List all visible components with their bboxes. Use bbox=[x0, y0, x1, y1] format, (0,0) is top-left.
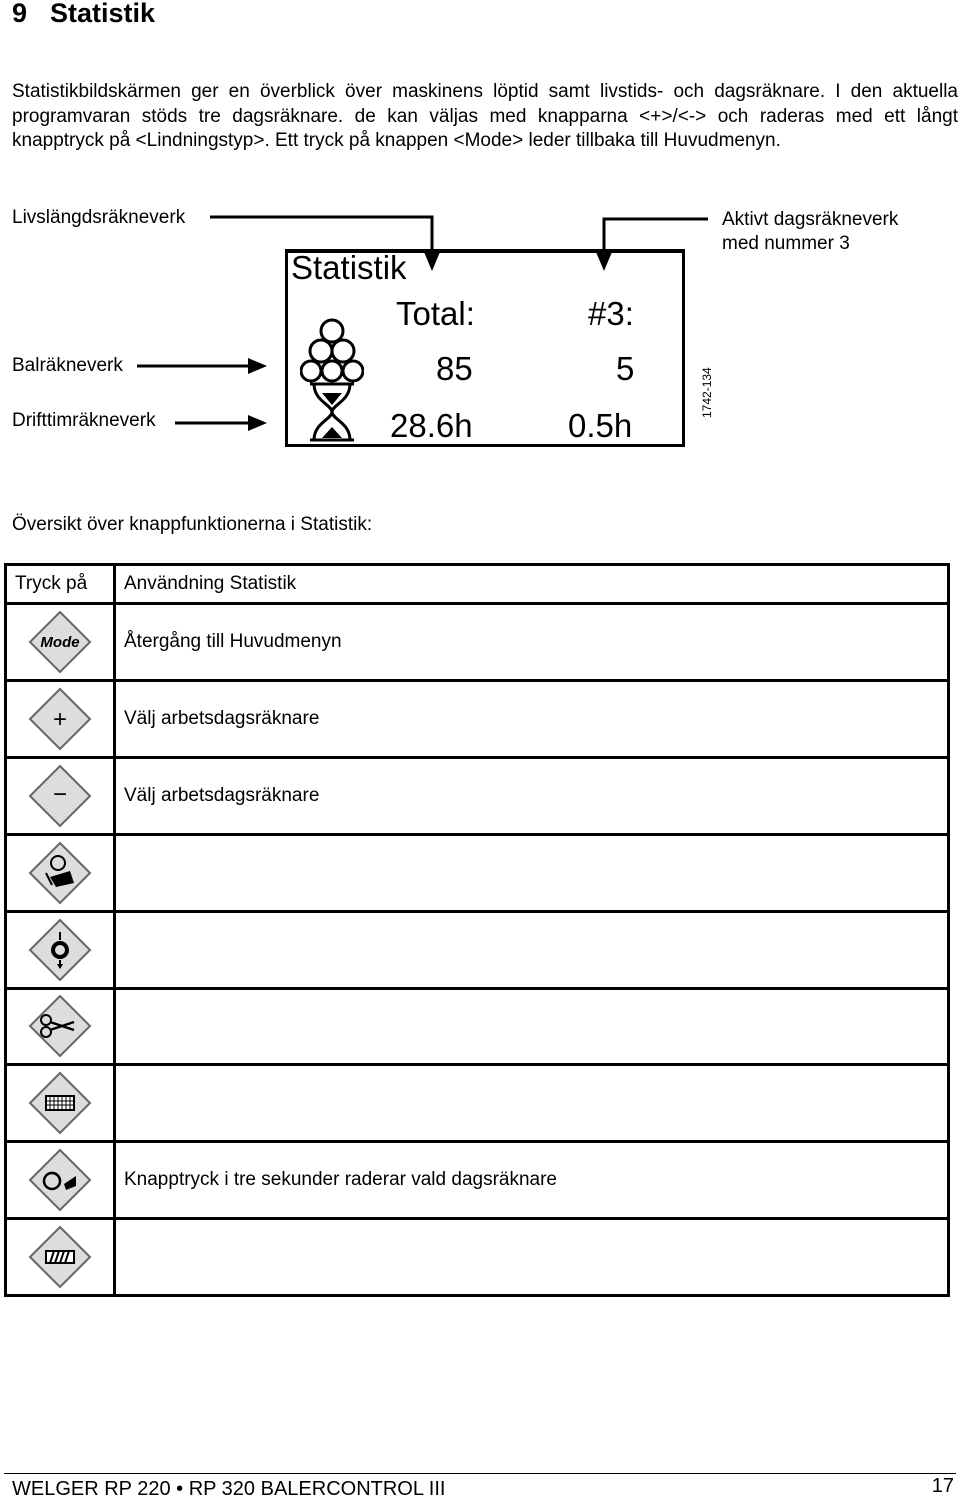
plus-key-icon bbox=[28, 687, 92, 751]
table-row bbox=[6, 911, 949, 988]
row-text-empty bbox=[115, 1219, 949, 1296]
row-text-wrap-type: Knapptryck i tre sekunder raderar vald dagsräknare bbox=[115, 1142, 949, 1219]
table-row bbox=[6, 1142, 949, 1219]
table-row bbox=[6, 758, 949, 835]
table-intro: Översikt över knappfunktionerna i Statistik: bbox=[12, 514, 373, 535]
page-number: 17 bbox=[931, 1475, 954, 1497]
lcd-total-header: Total: bbox=[396, 295, 475, 332]
plus-key-text: + bbox=[52, 706, 68, 734]
intro-paragraph: Statistikbildskärmen ger en överblick över maskinens löptid samt livstids- och dagsräknare. I den aktuella programvaran stöds tre dagsräknare. de kan väljas med knapparna <+>/<-> och raderas med ett långt knapptryck på <Lindningstyp>. Ett tryck på knappen <Mode> leder tillbaka till Huvudmenyn. bbox=[12, 81, 958, 151]
lcd-bales-total: 85 bbox=[436, 350, 473, 387]
lifetime-counter-label: Livslängdsräkneverk bbox=[12, 207, 186, 228]
lcd-title: Statistik bbox=[291, 249, 407, 286]
mode-key-text: Mode bbox=[40, 634, 80, 652]
row-text-empty bbox=[115, 911, 949, 988]
header-press: Tryck på bbox=[6, 565, 115, 604]
row-text-empty bbox=[115, 988, 949, 1065]
bales-icon bbox=[300, 315, 364, 387]
hourglass-icon bbox=[304, 381, 360, 443]
bale-counter-label: Balräkneverk bbox=[12, 355, 123, 376]
footer-title: WELGER RP 220 • RP 320 BALERCONTROL III bbox=[12, 1478, 446, 1500]
lcd-display bbox=[285, 249, 685, 447]
table-header-row bbox=[6, 565, 949, 604]
bale-eject-key-icon bbox=[28, 841, 92, 905]
footer-rule bbox=[4, 1473, 956, 1474]
knife-key-icon bbox=[28, 994, 92, 1058]
minus-key-text: − bbox=[52, 780, 68, 808]
bale-arrowhead bbox=[248, 358, 267, 374]
active-counter-label-line1: Aktivt dagsräkneverk bbox=[722, 209, 899, 230]
table-row bbox=[6, 681, 949, 758]
row-text-minus: Välj arbetsdagsräknare bbox=[115, 758, 949, 835]
row-text-mode: Återgång till Huvudmenyn bbox=[115, 604, 949, 681]
film-key-icon bbox=[28, 1225, 92, 1289]
row-text-empty bbox=[115, 834, 949, 911]
hours-arrowhead bbox=[248, 415, 267, 431]
lcd-day-header: #3: bbox=[588, 295, 634, 332]
table-row bbox=[6, 1065, 949, 1142]
section-title: Statistik bbox=[50, 0, 156, 28]
figure-id: 1742-134 bbox=[700, 367, 714, 418]
table-row bbox=[6, 834, 949, 911]
lcd-bales-day: 5 bbox=[616, 350, 635, 387]
lcd-hours-day: 0.5h bbox=[568, 407, 633, 444]
net-wrap-key-icon bbox=[28, 1071, 92, 1135]
mode-key-icon bbox=[28, 610, 92, 674]
header-usage: Användning Statistik bbox=[115, 565, 949, 604]
lcd-hours-total: 28.6h bbox=[390, 407, 473, 444]
table-row bbox=[6, 1219, 949, 1296]
row-text-plus: Välj arbetsdagsräknare bbox=[115, 681, 949, 758]
table-row bbox=[6, 988, 949, 1065]
hours-counter-label: Drifttimräkneverk bbox=[12, 410, 156, 431]
key-functions-table bbox=[4, 563, 950, 1297]
minus-key-icon bbox=[28, 764, 92, 828]
section-number: 9 bbox=[12, 0, 28, 28]
table-row bbox=[6, 604, 949, 681]
center-adjust-key-icon bbox=[28, 918, 92, 982]
active-counter-label-line2: med nummer 3 bbox=[722, 233, 850, 254]
wrap-type-key-icon bbox=[28, 1148, 92, 1212]
row-text-empty bbox=[115, 1065, 949, 1142]
